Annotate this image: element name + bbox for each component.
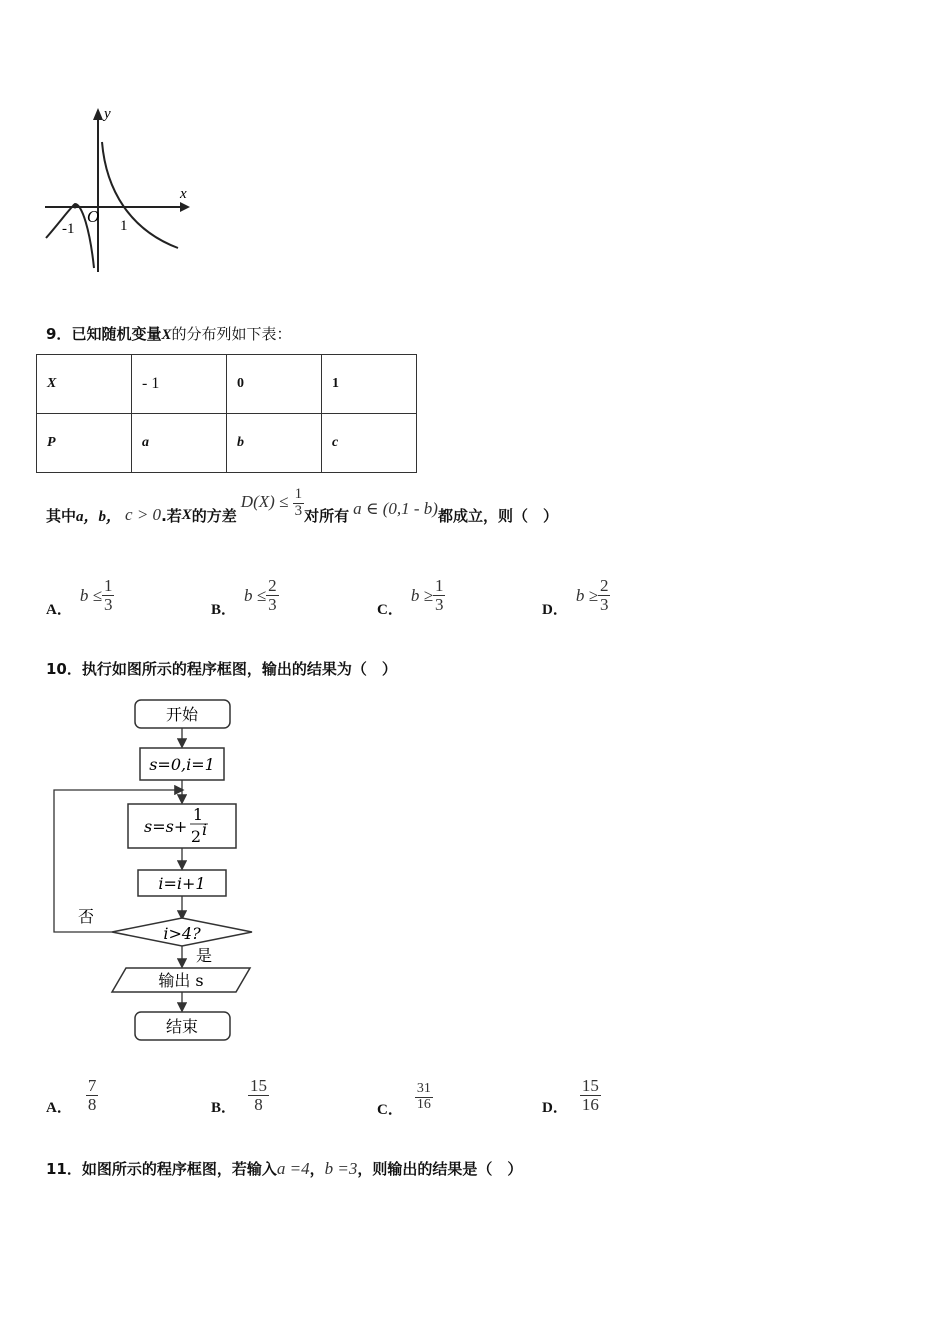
table-cell: 1 [322,355,417,414]
flow-no-label: 否 [78,907,95,926]
q9-number: 9． [46,325,72,343]
option-num: 15 [581,1076,599,1096]
curve-right-branch [102,142,178,248]
flow-output-text: 输出 s [158,971,204,990]
flow-update-i-text: i=i+1 [158,874,206,893]
option-fraction [86,1077,99,1114]
option-den: 8 [254,1095,263,1114]
option-num: 2 [268,576,277,596]
option-num: 2 [599,576,609,596]
q11-b-expr: b =3 [324,1159,358,1178]
point-neg-one [73,204,78,209]
q9-cond-c: 的方差 [191,506,237,525]
q10-option-b[interactable] [211,1074,269,1117]
q11-stem [46,1158,522,1179]
axis-y-label: y [104,106,111,122]
variance-expression [241,487,304,520]
q10-stem: 10．执行如图所示的程序框图，输出的结果为（ ） [46,660,397,678]
option-fraction [598,577,611,614]
q9-option-c[interactable] [377,572,445,619]
function-graph [40,100,200,280]
flow-update-s-lhs: s=s+ [144,817,188,836]
interval-expression: a ∈ (0,1 - b) [353,499,438,518]
option-fraction [102,577,115,614]
q11-stem-a: 11．如图所示的程序框图，若输入 [46,1160,277,1178]
option-num: 1 [434,576,444,596]
flow-end-text: 结束 [165,1017,199,1036]
q9-cond-d: 对所有 [304,506,350,525]
flow-decision-text: i>4? [163,924,201,943]
option-fraction [248,1077,269,1114]
q10-option-c[interactable] [377,1076,433,1119]
q9-var: X [161,327,172,343]
option-fraction [266,577,279,614]
option-label: D． [542,602,568,618]
tick-one: 1 [120,218,128,234]
option-den: 8 [87,1095,97,1114]
q9-option-d[interactable] [542,572,610,619]
q9-option-a[interactable] [46,572,114,619]
option-den: 3 [268,595,277,614]
option-label: D． [542,1100,568,1116]
table-cell: a [132,414,227,473]
option-den: 16 [581,1095,599,1114]
q9-stem-a: 已知随机变量 [71,325,162,343]
option-label: B． [211,1100,237,1116]
option-label: C． [377,1102,403,1118]
table-cell: c [322,414,417,473]
table-cell: X [37,355,132,414]
option-lhs: b ≤ [79,585,102,605]
variance-lhs: D(X) ≤ [240,491,289,511]
option-lhs: b ≥ [410,585,433,605]
x-axis-arrow [180,202,190,212]
flow-yes-label: 是 [196,946,213,965]
option-label: B． [211,602,237,618]
option-fraction [433,577,446,614]
q9-cond-vars: a，b， [76,508,122,525]
q11-a-expr: a =4 [276,1159,310,1178]
q11-stem-b: ，则输出的结果是（ ） [357,1160,523,1178]
y-axis-arrow [93,108,103,120]
option-den: 16 [416,1097,431,1112]
table-cell: b [227,414,322,473]
table-row [37,414,417,473]
distribution-table [36,354,417,473]
flowchart [40,690,270,1050]
option-num: 31 [416,1081,431,1097]
option-fraction [415,1082,433,1112]
flow-update-s-den: 2 [190,827,202,846]
flow-update-s-num: 1 [192,805,204,824]
option-num: 7 [87,1076,97,1096]
origin-label: O [87,207,100,226]
option-label: A． [46,1100,72,1116]
flow-init-text: s=0,i=1 [149,755,215,774]
axis-x-label: x [180,186,187,202]
table-cell: - 1 [132,355,227,414]
option-den: 3 [103,595,113,614]
table-row [37,355,417,414]
q9-cond-var: X [181,506,192,523]
option-den: 3 [434,595,444,614]
q10-option-a[interactable] [46,1074,98,1117]
tick-neg-one: -1 [62,221,75,237]
table-cell: P [37,414,132,473]
option-num: 15 [250,1076,268,1096]
option-lhs: b ≤ [244,585,267,605]
variance-den: 3 [294,502,303,519]
option-num: 1 [103,576,113,596]
q9-cond-e: 都成立，则（ ） [437,506,558,525]
option-den: 3 [599,595,609,614]
table-cell: 0 [227,355,322,414]
variance-fraction [293,487,305,520]
option-fraction [580,1077,601,1114]
q11-sep: ， [309,1160,325,1178]
flow-start-text: 开始 [165,705,199,724]
q9-cond-ineq: c > 0 [125,505,162,524]
q10-option-d[interactable] [542,1074,601,1117]
q9-option-b[interactable] [211,572,279,619]
q9-cond-a: 其中 [46,506,77,525]
q9-cond-b: .若 [161,506,182,525]
q9-condition [46,485,558,540]
option-label: C． [377,602,403,618]
option-lhs: b ≥ [575,585,598,605]
q9-stem [46,323,291,344]
option-label: A． [46,602,72,618]
flow-update-s-exp: i [202,820,208,839]
q9-stem-b: 的分布列如下表： [171,325,292,343]
variance-num: 1 [294,485,303,502]
